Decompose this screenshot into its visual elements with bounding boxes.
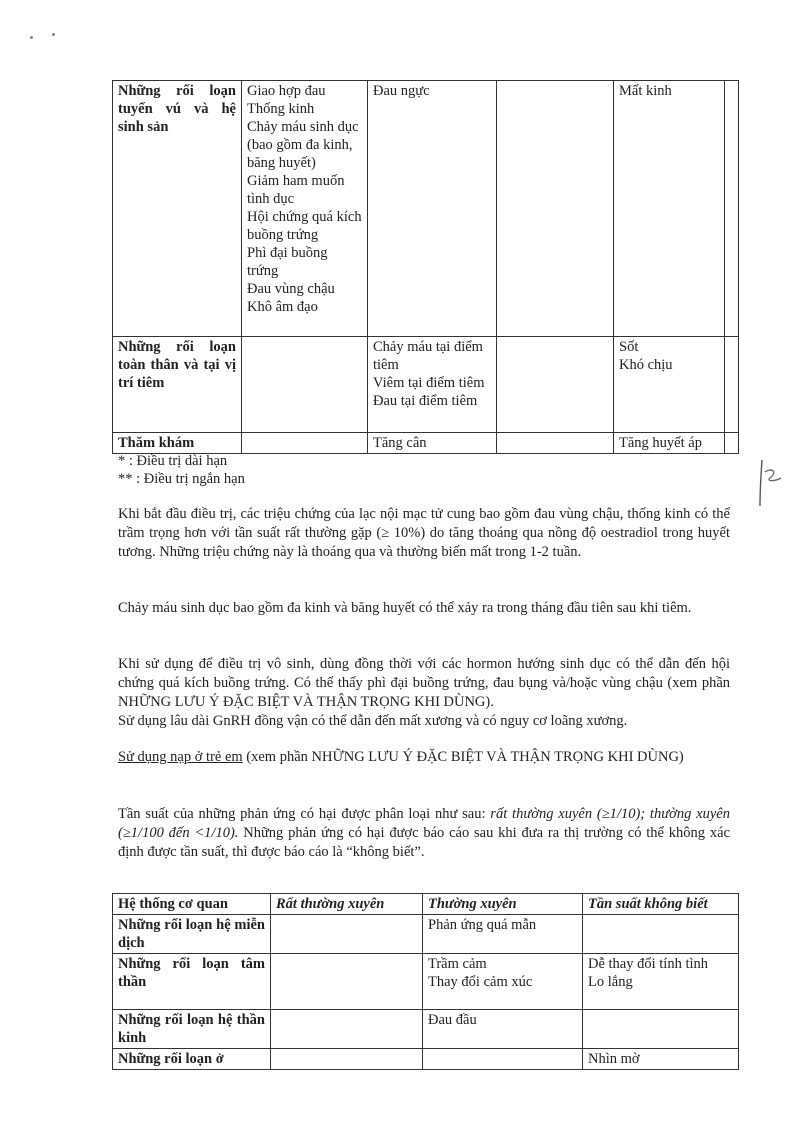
unknown-frequency-cell xyxy=(614,81,725,337)
very-common-cell xyxy=(242,337,368,433)
table-row xyxy=(113,915,739,954)
cell-line: Sốt xyxy=(619,339,639,355)
cell-line: Khó chịu xyxy=(619,357,673,373)
common-cell xyxy=(423,1049,583,1070)
cell-line: Phản ứng quá mẫn xyxy=(428,917,537,933)
unknown-frequency-cell xyxy=(614,433,725,454)
very-common-cell xyxy=(271,1010,423,1049)
adverse-effects-frequency-table xyxy=(112,893,739,1070)
common-cell xyxy=(423,915,583,954)
organ-category-cell: Những rối loạn hệ thần kinh xyxy=(113,1010,271,1049)
paragraph-children: Sử dụng nạp ở trẻ em (xem phần NHỮNG LƯU Ý ĐẶC BIỆT VÀ THẬN TRỌNG KHI DÙNG) xyxy=(118,749,684,765)
unknown-frequency-cell xyxy=(583,954,739,1010)
cell-line: Đau ngực xyxy=(373,83,430,99)
footnote-short-term: ** : Điều trị ngắn hạn xyxy=(118,471,245,487)
unknown-frequency-cell xyxy=(583,915,739,954)
scan-speck xyxy=(52,33,55,36)
cell-line: Tăng huyết áp xyxy=(619,435,702,451)
narrow-cell xyxy=(725,337,739,433)
header-unknown: Tần suất không biết xyxy=(583,894,739,915)
cell-line: Trầm cảm xyxy=(428,956,487,972)
common-cell xyxy=(368,337,497,433)
table-row xyxy=(113,1010,739,1049)
children-use-heading: Sử dụng nạp ở trẻ em xyxy=(118,749,243,765)
table-row xyxy=(113,81,739,337)
unknown-frequency-cell xyxy=(583,1049,739,1070)
organ-category-cell: Những rối loạn hệ miễn dịch xyxy=(113,915,271,954)
cell-line: Khô âm đạo xyxy=(247,299,318,315)
common-cell xyxy=(368,433,497,454)
cell-line: Tăng cân xyxy=(373,435,427,451)
very-common-cell xyxy=(271,915,423,954)
organ-category-cell: Những rối loạn ở xyxy=(113,1049,271,1070)
paragraph-bleeding: Chảy máu sinh dục bao gồm đa kinh và băng huyết có thể xảy ra trong tháng đầu tiên sau khi tiêm. xyxy=(118,600,692,616)
cell-line: Dễ thay đổi tính tình xyxy=(588,956,709,972)
footnotes xyxy=(118,452,245,488)
organ-category-cell: Thăm khám xyxy=(113,433,242,454)
very-common-cell xyxy=(242,433,368,454)
cell-line: Giao hợp đau xyxy=(247,83,326,99)
very-common-cell xyxy=(242,81,368,337)
organ-category-cell: Những rối loạn tuyến vú và hệ sinh sản xyxy=(113,81,242,337)
table-header-row xyxy=(113,894,739,915)
cell-line: Lo lắng xyxy=(588,974,633,990)
footnote-long-term: * : Điều trị dài hạn xyxy=(118,453,228,469)
cell-line: Nhìn mờ xyxy=(588,1051,640,1067)
scan-speck xyxy=(30,36,33,39)
empty-cell xyxy=(497,81,614,337)
cell-line: Thống kinh xyxy=(247,101,315,117)
cell-line: Đau vùng chậu xyxy=(247,281,335,297)
cell-line: Đau đầu xyxy=(428,1012,477,1028)
table-row xyxy=(113,433,739,454)
paragraph-endometriosis: Khi bắt đầu điều trị, các triệu chứng của lạc nội mạc tử cung bao gồm đau vùng chậu, thống kinh có thể trầm trọng hơn với tần suất rất thường gặp (≥ 10%) do tăng thoáng qua nồng độ oestradiol trong huyết tương. Những triệu chứng này là thoáng qua và thường biến mất trong 1-2 tuần. xyxy=(118,506,730,560)
narrow-cell xyxy=(725,81,739,337)
cell-line: Thay đổi cảm xúc xyxy=(428,974,533,990)
very-common-cell xyxy=(271,954,423,1010)
header-very-common: Rất thường xuyên xyxy=(271,894,423,915)
organ-category-cell: Những rối loạn tâm thần xyxy=(113,954,271,1010)
empty-cell xyxy=(497,337,614,433)
empty-cell xyxy=(497,433,614,454)
cell-line: Chảy máu tại điểm tiêm xyxy=(373,339,483,373)
cell-line: Giảm ham muốn tình dục xyxy=(247,173,345,207)
header-common: Thường xuyên xyxy=(423,894,583,915)
unknown-frequency-cell xyxy=(583,1010,739,1049)
cell-line: Hội chứng quá kích buồng trứng xyxy=(247,209,362,243)
adverse-effects-table-continued xyxy=(112,80,739,454)
very-common-cell xyxy=(271,1049,423,1070)
common-cell xyxy=(423,1010,583,1049)
paragraph-bone-loss: Sử dụng lâu dài GnRH đồng vận có thể dẫn đến mất xương và có nguy cơ loãng xương. xyxy=(118,713,628,729)
cell-line: Đau tại điểm tiêm xyxy=(373,393,478,409)
cell-line: Mất kinh xyxy=(619,83,672,99)
organ-category-cell: Những rối loạn toàn thân và tại vị trí tiêm xyxy=(113,337,242,433)
common-cell xyxy=(423,954,583,1010)
paragraph-frequency: Tần suất của những phản ứng có hại được phân loại như sau: rất thường xuyên (≥1/10); thường xuyên (≥1/100 đến <1/10). Những phản ứng có hại được báo cáo sau khi đưa ra thị trường có thể không xác định được tần suất, thì được báo cáo là “không biết”. xyxy=(118,806,730,860)
paragraph-infertility: Khi sử dụng để điều trị vô sinh, dùng đồng thời với các hormon hướng sinh dục có thể dẫn đến hội chứng quá kích buồng trứng. Có thể thấy phì đại buồng trứng, đau bụng và/hoặc vùng chậu (xem phần NHỮNG LƯU Ý ĐẶC BIỆT VÀ THẬN TRỌNG KHI DÙNG). xyxy=(118,656,730,710)
unknown-frequency-cell xyxy=(614,337,725,433)
table-row xyxy=(113,337,739,433)
common-cell xyxy=(368,81,497,337)
table-row xyxy=(113,1049,739,1070)
narrow-cell xyxy=(725,433,739,454)
cell-line: Phì đại buồng trứng xyxy=(247,245,328,279)
handwritten-margin-mark xyxy=(748,458,788,508)
header-organ-system: Hệ thống cơ quan xyxy=(113,894,271,915)
cell-line: Chảy máu sinh dục (bao gồm đa kinh, băng huyết) xyxy=(247,119,359,171)
cell-line: Viêm tại điểm tiêm xyxy=(373,375,485,391)
table-row xyxy=(113,954,739,1010)
